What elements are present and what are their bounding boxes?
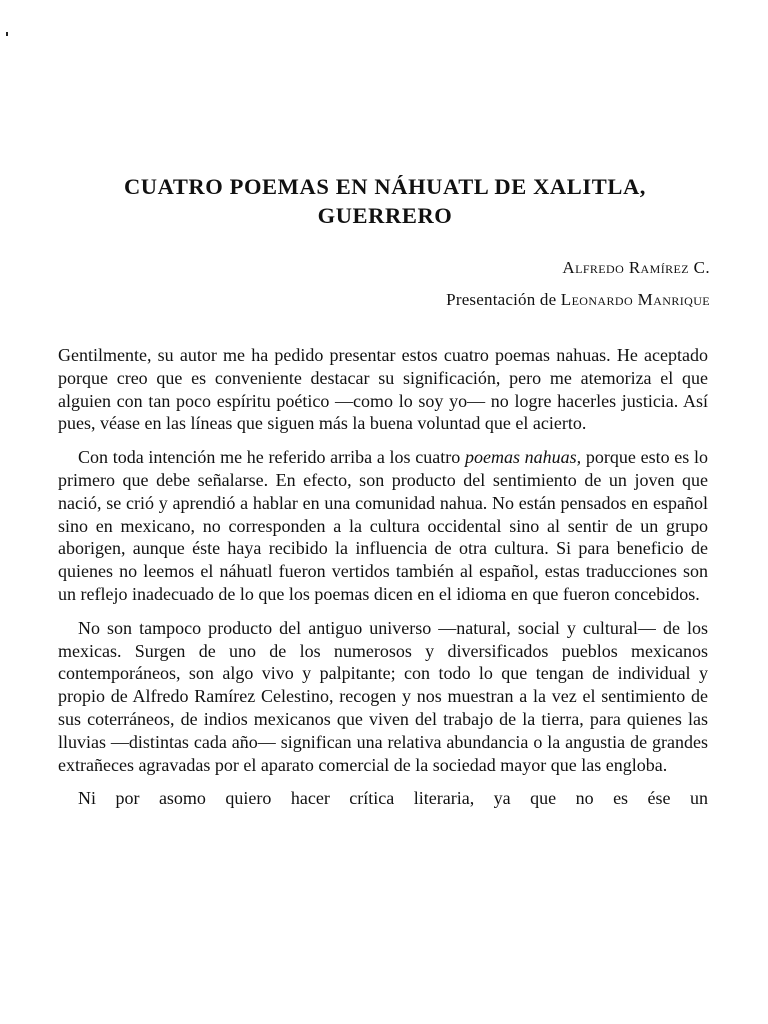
article-title [60,172,710,230]
paragraph-2-end: porque esto es lo primero que debe señalarse. En efecto, son producto del sentimiento de un joven que nació, se crió y aprendió a hablar en una comunidad nahua. No están pensados en español sino en mexicano, no corresponden a la cultura occidental sino al sentir de un grupo aborigen, aunque éste haya recibido la influencia de otra cultura. Si para beneficio de quienes no leemos el náhuatl fueron vertidos también al español, estas traducciones son un reflejo inadecuado de lo que los poemas dicen en el idioma en que fueron concebidos. [58,447,709,604]
paragraph-1: Gentilmente, su autor me ha pedido presentar estos cuatro poemas nahuas. He aceptado porque creo que es conveniente destacar su significación, pero me atemoriza el que alguien con tan poco espíritu poético —como lo soy yo— no logre hacerles justicia. Así pues, véase en las líneas que siguen más la buena voluntad que el acierto. [58,345,708,434]
author-name: Alfredo Ramírez C. [562,258,710,277]
article-body [58,344,708,810]
paragraph-3: No son tampoco producto del antiguo universo —natural, social y cultural— de los mexicas. Surgen de uno de los numerosos y diversificados pueblos mexicanos contemporáneos, son algo vivo y palpitante; con todo lo que tengan de individual y propio de Alfredo Ramírez Celestino, recogen y nos muestran a la vez el sentimiento de sus coterráneos, de indios mexicanos que viven del trabajo de la tierra, para quienes las lluvias —distintas cada año— significan una relativa abundancia o la angustia de grandes extrañeces agravadas por el aparato comercial de la sociedad mayor que las engloba. [58,617,708,775]
paragraph-2-start: Con toda intención me he referido arriba a los cuatro [78,447,465,468]
presenter-line [446,290,710,310]
paragraph-2-italic: poemas nahuas, [464,447,582,468]
presenter-prefix: Presentación de [446,290,557,309]
article-title-line-2: GUERRERO [317,203,453,228]
paragraph-2 [58,446,708,606]
presenter-name: Leonardo Manrique [560,290,710,309]
paragraph-4: Ni por asomo quiero hacer crítica literaria, ya que no es ése un [78,788,708,809]
article-title-line-1: CUATRO POEMAS EN NÁHUATL DE XALITLA, [123,174,647,199]
scan-artifact-mark [6,32,8,36]
